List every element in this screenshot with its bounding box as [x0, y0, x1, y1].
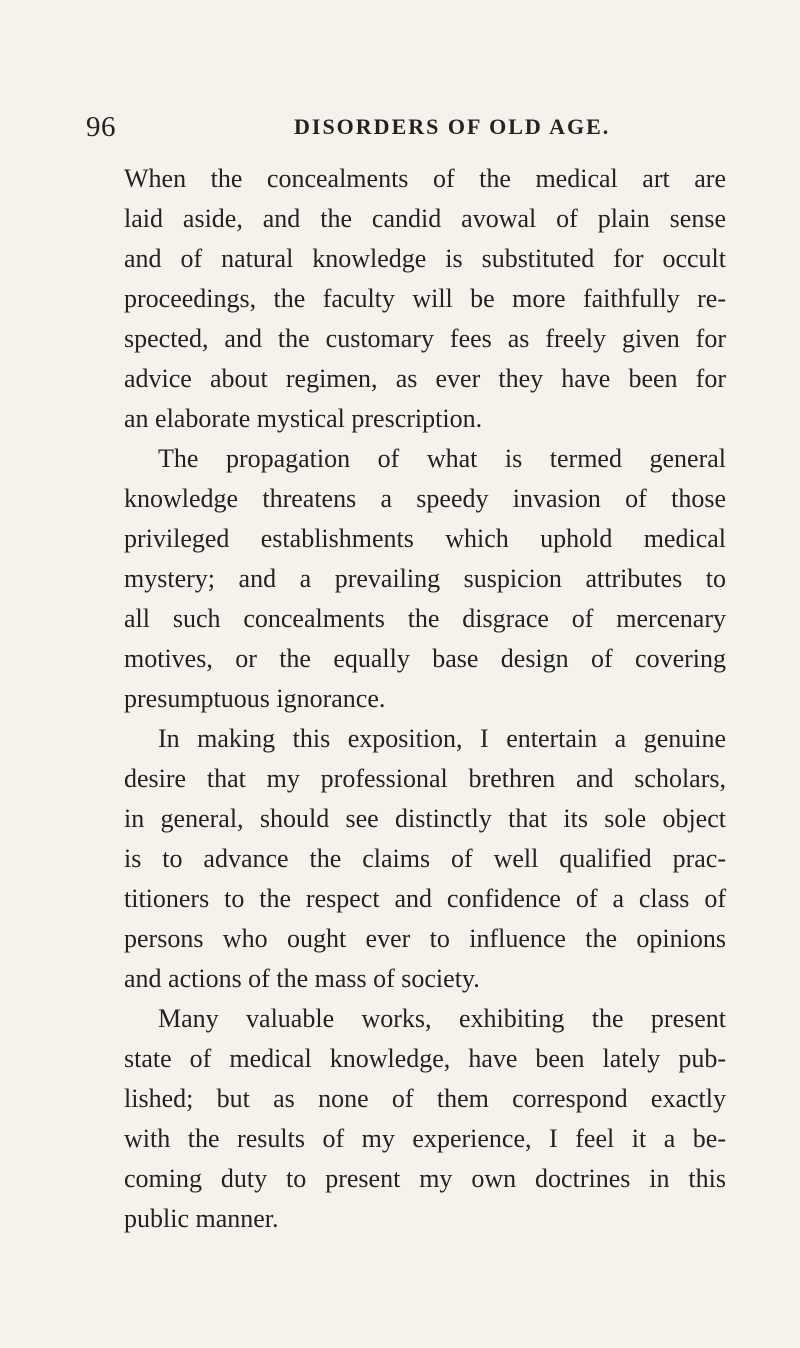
text-line: When the concealments of the medical art are — [124, 164, 726, 193]
running-head — [86, 107, 726, 147]
text-line: an elaborate mystical prescription. — [124, 404, 483, 433]
text-line: lished; but as none of them correspond exactly — [124, 1084, 726, 1113]
text-line: with the results of my experience, I feel it a be- — [124, 1124, 726, 1153]
text-line: motives, or the equally base design of covering — [124, 644, 726, 673]
text-line: titioners to the respect and confidence of a class of — [124, 884, 726, 913]
text-line: The propagation of what is termed general — [158, 444, 726, 473]
text-line: state of medical knowledge, have been lately pub- — [124, 1044, 726, 1073]
text-line: all such concealments the disgrace of mercenary — [124, 604, 726, 633]
text-line: and of natural knowledge is substituted for occult — [124, 244, 726, 273]
text-line: laid aside, and the candid avowal of plain sense — [124, 204, 726, 233]
text-line: advice about regimen, as ever they have been for — [124, 364, 726, 393]
text-line: knowledge threatens a speedy invasion of those — [124, 484, 726, 513]
text-line: coming duty to present my own doctrines in this — [124, 1164, 726, 1193]
page-number: 96 — [86, 111, 116, 143]
text-line: privileged establishments which uphold medical — [124, 524, 726, 553]
text-line: In making this exposition, I entertain a genuine — [158, 724, 726, 753]
text-line: spected, and the customary fees as freely given for — [124, 324, 726, 353]
body-text — [124, 159, 726, 1239]
text-line: is to advance the claims of well qualified prac- — [124, 844, 726, 873]
text-line: mystery; and a prevailing suspicion attributes to — [124, 564, 726, 593]
text-line: and actions of the mass of society. — [124, 964, 480, 993]
text-line: proceedings, the faculty will be more faithfully re- — [124, 284, 726, 313]
text-line: persons who ought ever to influence the opinions — [124, 924, 726, 953]
text-line: Many valuable works, exhibiting the present — [158, 1004, 726, 1033]
text-line: desire that my professional brethren and scholars, — [124, 764, 726, 793]
text-line: presumptuous ignorance. — [124, 684, 386, 713]
text-line: public manner. — [124, 1204, 279, 1233]
running-title: DISORDERS OF OLD AGE. — [294, 114, 611, 139]
text-line: in general, should see distinctly that its sole object — [124, 804, 726, 833]
